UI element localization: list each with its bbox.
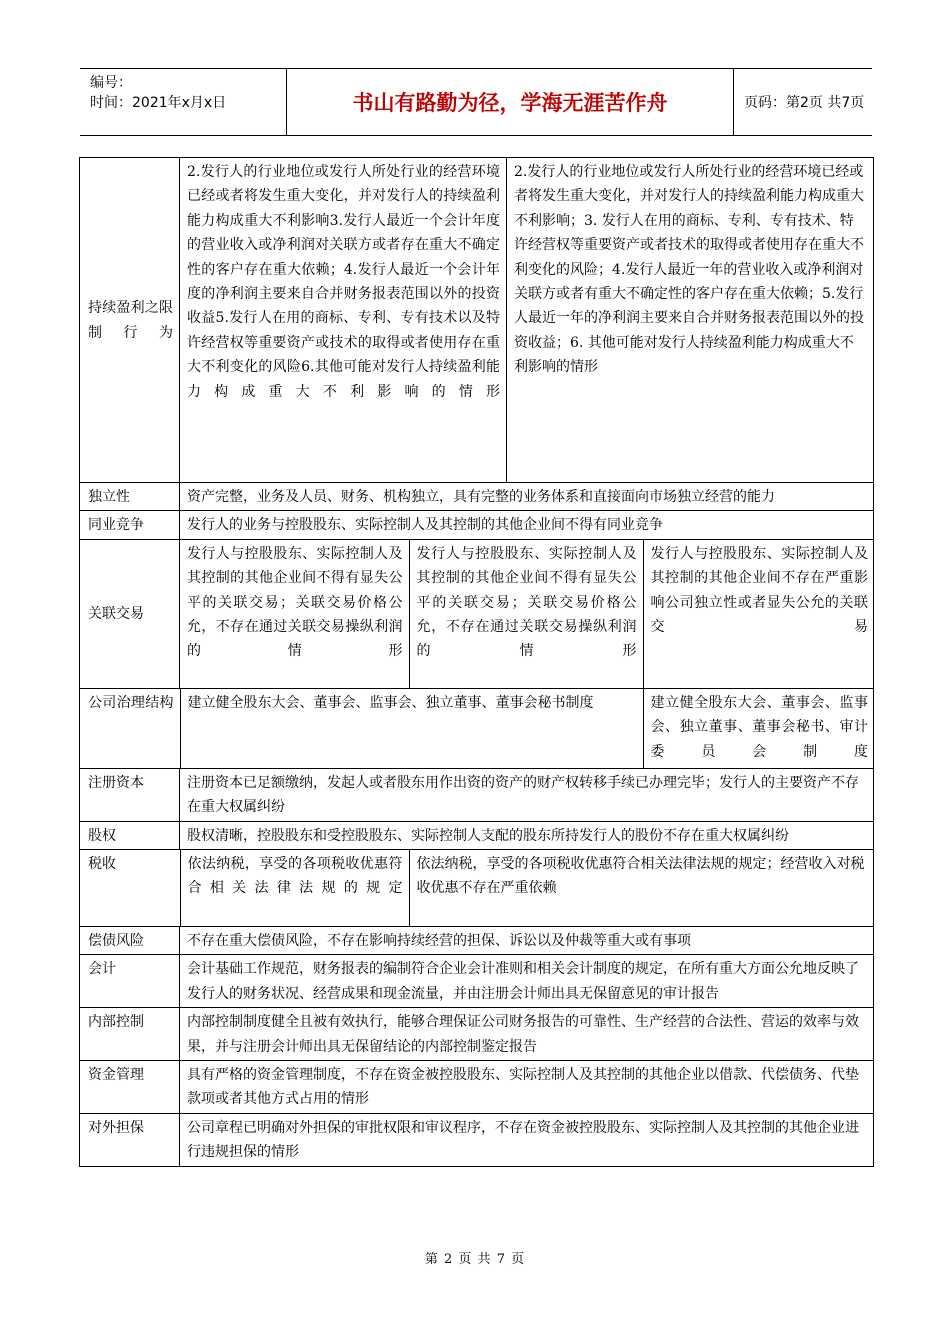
header-page-label: 页码：第2页 共7页 bbox=[744, 95, 865, 111]
table-row bbox=[80, 768, 874, 821]
table-cell: 资产完整，业务及人员、财务、机构独立，具有完整的业务体系和直接面向市场独立经营的能力 bbox=[180, 483, 874, 511]
table-cell: 会计基础工作规范，财务报表的编制符合企业会计准则和相关会计制度的规定，在所有重大方面公允地反映了发行人的财务状况、经营成果和现金流量，并由注册会计师出具无保留意见的审计报告 bbox=[180, 955, 874, 1008]
table-row bbox=[80, 850, 874, 927]
header-motto: 书山有路勤为径，学海无涯苦作舟 bbox=[286, 69, 734, 135]
table-cell: 内部控制制度健全且被有效执行，能够合理保证公司财务报告的可靠性、生产经营的合法性、营运的效率与效果，并与注册会计师出具无保留结论的内部控制鉴定报告 bbox=[180, 1008, 874, 1061]
comparison-table bbox=[79, 157, 874, 1167]
table-cell: 2.发行人的行业地位或发行人所处行业的经营环境已经或者将发生重大变化，并对发行人的持续盈利能力构成重大不利影响；3. 发行人在用的商标、专利、专有技术、特许经营权等重要资产或者技术的取得或者使用存在重大不利变化的风险；4.发行人最近一年的营业收入或净利润对关联方或者有重大不确定性的客户存在重大依赖；5.发行人最近一年的净利润主要来自合并财务报表范围以外的投资收益；6. 其他可能对发行人持续盈利能力构成重大不利影响的情形 bbox=[507, 158, 874, 483]
sub-table bbox=[180, 540, 874, 688]
related-transactions-cell bbox=[180, 539, 874, 688]
table-row bbox=[80, 1008, 874, 1061]
table-row bbox=[80, 821, 874, 849]
table-cell: 发行人与控股股东、实际控制人及其控制的其他企业间不得有显失公平的关联交易；关联交易价格公允，不存在通过关联交易操纵利润的情形 bbox=[187, 545, 403, 660]
table-cell: 发行人与控股股东、实际控制人及其控制的其他企业间不得有显失公平的关联交易；关联交易价格公允，不存在通过关联交易操纵利润的情形 bbox=[409, 540, 643, 688]
table-row bbox=[80, 1113, 874, 1166]
row-label: 会计 bbox=[80, 955, 180, 1008]
row-label: 持续盈利之限制行为 bbox=[80, 158, 180, 483]
table-cell: 发行人与控股股东、实际控制人及其控制的其他企业间不存在严重影响公司独立性或者显失公允的关联交易 bbox=[643, 540, 874, 688]
row-label: 公司治理结构 bbox=[88, 694, 174, 711]
table-row bbox=[80, 1061, 874, 1114]
table-cell: 建立健全股东大会、董事会、监事会、独立董事、董事会秘书、审计委员会制度 bbox=[643, 689, 874, 768]
table-cell: 公司章程已明确对外担保的审批权限和审议程序，不存在资金被控股股东、实际控制人及其控制的其他企业进行违规担保的情形 bbox=[180, 1113, 874, 1166]
row-label: 同业竞争 bbox=[80, 511, 180, 539]
row-label: 股权 bbox=[80, 821, 180, 849]
row-label: 关联交易 bbox=[80, 539, 180, 688]
row-label: 独立性 bbox=[80, 483, 180, 511]
table-cell: 注册资本已足额缴纳，发起人或者股东用作出资的资产的财产权转移手续已办理完毕；发行人的主要资产不存在重大权属纠纷 bbox=[180, 768, 874, 821]
table-cell: 依法纳税，享受的各项税收优惠符合相关法律法规的规定；经营收入对税收优惠不存在严重依赖 bbox=[409, 850, 874, 926]
row-label: 内部控制 bbox=[80, 1008, 180, 1061]
table-row bbox=[80, 158, 874, 483]
date-label: 时间：2021年x月x日 bbox=[90, 95, 227, 111]
table-row bbox=[80, 955, 874, 1008]
row-label: 偿债风险 bbox=[80, 927, 180, 955]
table-cell: 不存在重大偿债风险，不存在影响持续经营的担保、诉讼以及仲裁等重大或有事项 bbox=[180, 927, 874, 955]
table-row bbox=[80, 927, 874, 955]
governance-cell bbox=[80, 688, 874, 768]
sub-table bbox=[80, 850, 874, 926]
row-label: 资金管理 bbox=[80, 1061, 180, 1114]
row-label: 税收 bbox=[88, 856, 116, 873]
table-cell: 依法纳税，享受的各项税收优惠符合相关法律法规的规定 bbox=[180, 850, 409, 926]
table-row bbox=[80, 539, 874, 688]
page-header bbox=[80, 68, 872, 136]
tax-cell bbox=[80, 850, 874, 927]
row-label: 对外担保 bbox=[80, 1113, 180, 1166]
table-cell: 建立健全股东大会、董事会、监事会、独立董事、董事会秘书制度 bbox=[180, 689, 643, 768]
table-row bbox=[80, 483, 874, 511]
page-footer: 第 2 页 共 7 页 bbox=[424, 1252, 526, 1267]
table-row bbox=[80, 511, 874, 539]
row-label: 注册资本 bbox=[80, 768, 180, 821]
table-cell: 具有严格的资金管理制度，不存在资金被控股股东、实际控制人及其控制的其他企业以借款、代偿债务、代垫款项或者其他方式占用的情形 bbox=[180, 1061, 874, 1114]
table-cell: 2.发行人的行业地位或发行人所处行业的经营环境已经或者将发生重大变化，并对发行人的持续盈利能力构成重大不利影响3.发行人最近一个会计年度的营业收入或净利润对关联方或者存在重大不确定性的客户存在重大依赖；4.发行人最近一个会计年度的净利润主要来自合并财务报表范围以外的投资收益5.发行人在用的商标、专利、专有技术以及特许经营权等重要资产或技术的取得或者使用存在重大不利变化的风险6.其他可能对发行人持续盈利能力构成重大不利影响的情形 bbox=[180, 158, 507, 483]
table-row bbox=[80, 688, 874, 768]
sub-table bbox=[80, 689, 874, 768]
table-cell: 发行人的业务与控股股东、实际控制人及其控制的其他企业间不得有同业竞争 bbox=[180, 511, 874, 539]
table-cell: 股权清晰，控股股东和受控股股东、实际控制人支配的股东所持发行人的股份不存在重大权属纠纷 bbox=[180, 821, 874, 849]
code-label: 编号： bbox=[90, 75, 132, 91]
header-meta bbox=[80, 69, 286, 135]
